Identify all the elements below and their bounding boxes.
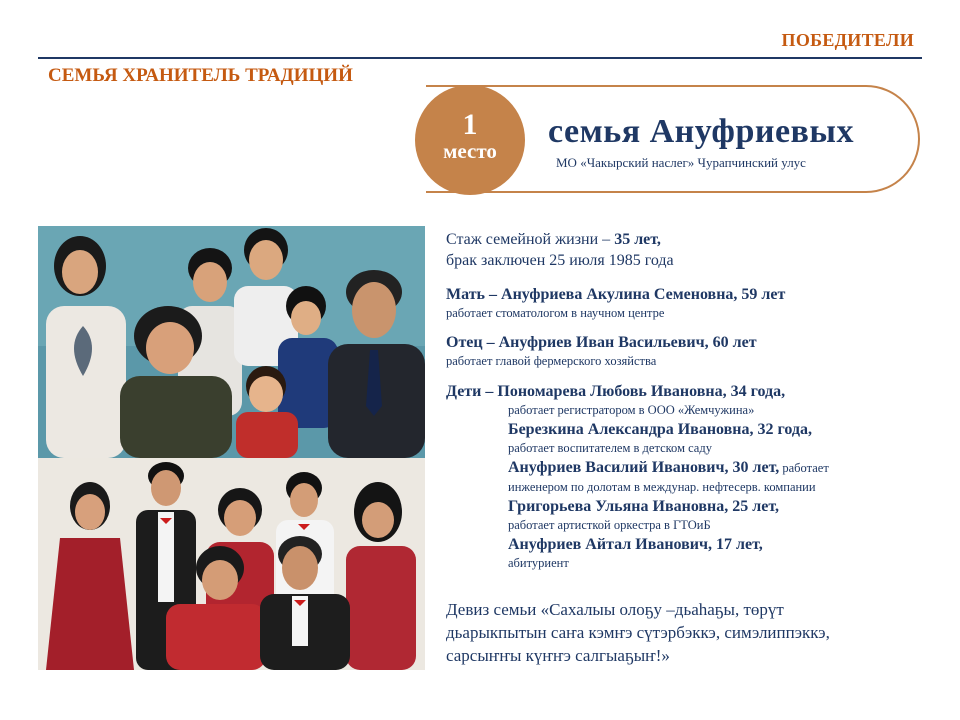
child-4-name: Григорьева Ульяна Ивановна, 25 лет, [508, 498, 780, 515]
child-5-job: абитуриент [508, 556, 569, 570]
place-word: место [443, 139, 497, 163]
child-2-job: работает воспитателем в детском саду [508, 441, 712, 455]
child-1-job: работает регистратором в ООО «Жемчужина» [508, 403, 755, 417]
child-3-job: инженером по долотам в междунар. нефтесерв. компании [508, 480, 816, 494]
father-info [446, 332, 920, 370]
child-4-job: работает артисткой оркестра в ГТОиБ [508, 518, 711, 532]
place-badge [415, 85, 525, 195]
father-job: работает главой фермерского хозяйства [446, 354, 657, 368]
mother-info [446, 284, 920, 322]
child-3-job-start: работает [779, 461, 829, 475]
children-label: Дети – [446, 383, 498, 400]
marriage-info [446, 229, 920, 271]
motto-line-3: сарсыҥҥы күҥҥэ салгыаҕыҥ!» [446, 646, 670, 665]
marriage-duration [446, 229, 920, 250]
marriage-date: брак заключен 25 июля 1985 года [446, 252, 674, 269]
header-divider [38, 57, 922, 59]
family-motto [446, 598, 920, 667]
marriage-duration-value: 35 лет, [614, 231, 661, 248]
father-name: Отец – Ануфриев Иван Васильевич, 60 лет [446, 334, 757, 351]
mother-job: работает стоматологом в научном центре [446, 306, 665, 320]
family-location: МО «Чакырский наслег» Чурапчинский улус [556, 155, 806, 170]
motto-line-2: дьарыкпытын саҥа кэмҥэ сүтэрбэккэ, симэлиппэккэ, [446, 623, 830, 642]
mother-name: Мать – Ануфриева Акулина Семеновна, 59 лет [446, 286, 786, 303]
child-2-name: Березкина Александра Ивановна, 32 года, [508, 421, 812, 438]
child-3-name: Ануфриев Василий Иванович, 30 лет, [508, 459, 780, 476]
children-info [446, 381, 920, 572]
family-title: семья Ануфриевых [548, 113, 854, 150]
family-photo-new [38, 458, 425, 670]
section-label: ПОБЕДИТЕЛИ [781, 30, 914, 50]
place-number: 1 [462, 108, 478, 141]
marriage-duration-label: Стаж семейной жизни – [446, 231, 615, 248]
family-photo-old [38, 226, 425, 458]
motto-line-1: Девиз семьи «Сахалыы олоҕу –дьаhаҕы, төрүт [446, 600, 784, 619]
child-1-name: Пономарева Любовь Ивановна, 34 года, [497, 383, 786, 400]
child-5-name: Ануфриев Айтал Иванович, 17 лет, [508, 536, 763, 553]
category-title: СЕМЬЯ ХРАНИТЕЛЬ ТРАДИЦИЙ [48, 65, 353, 86]
